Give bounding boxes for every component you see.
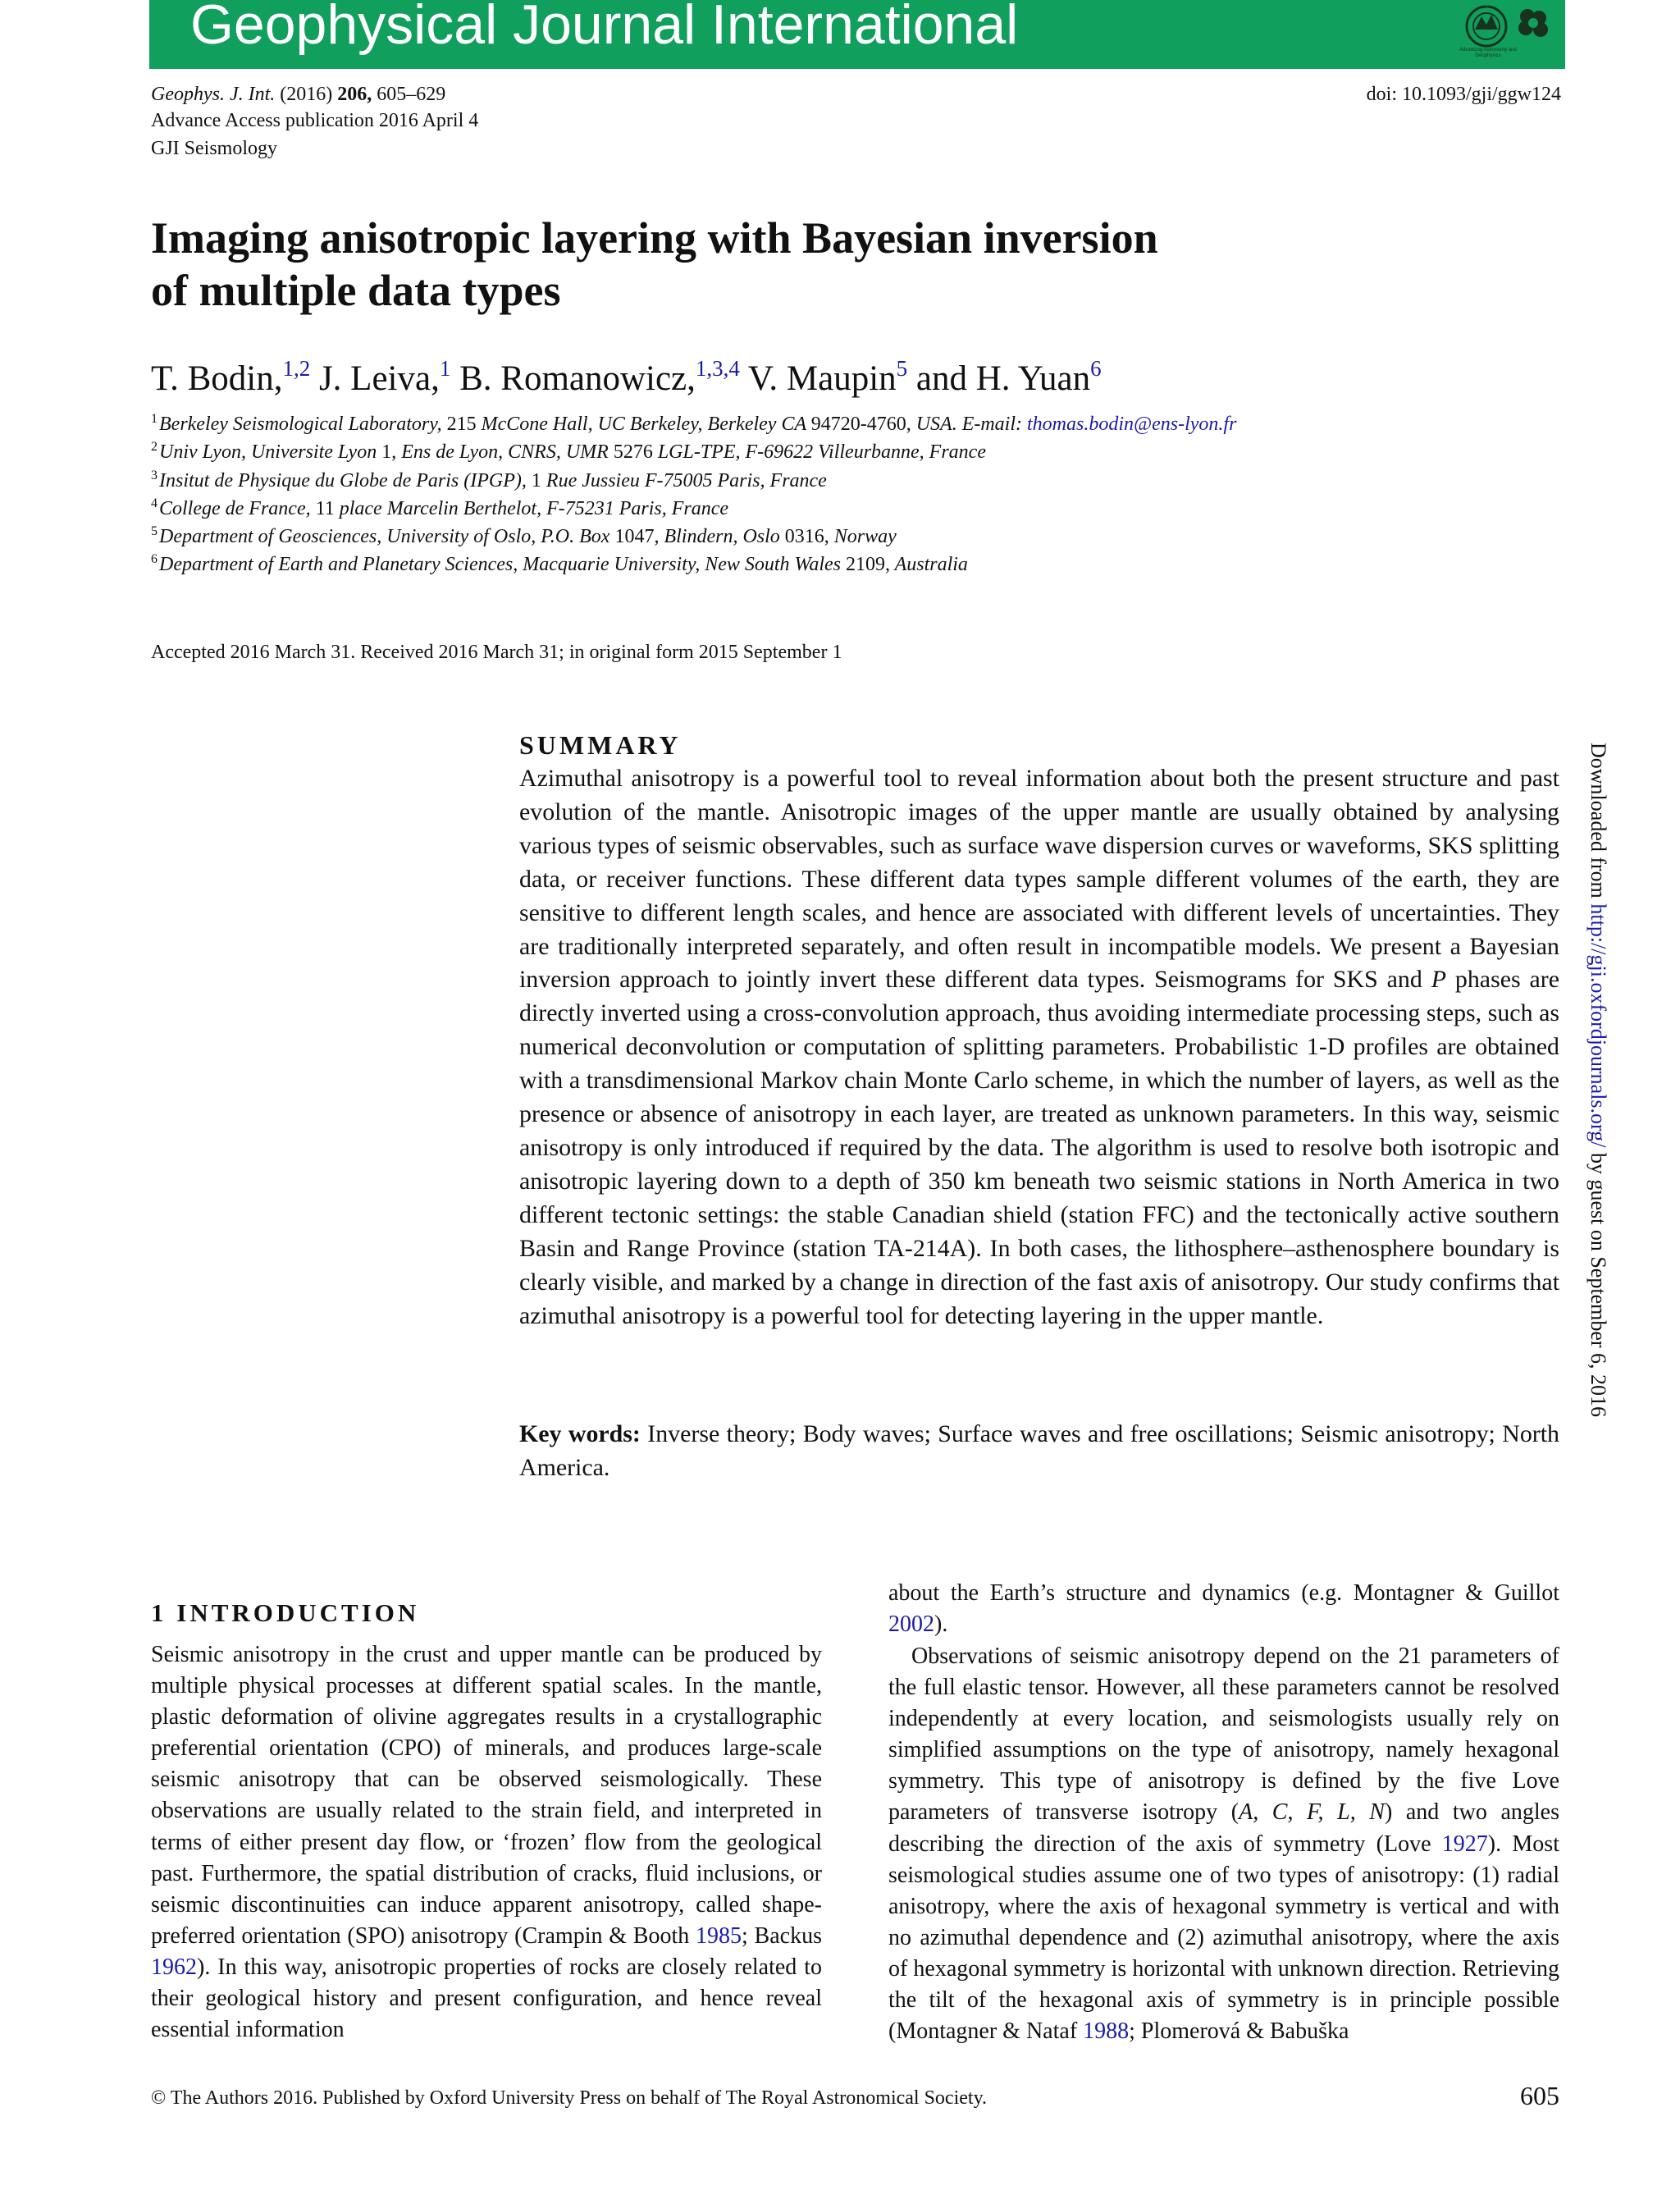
author-email-link[interactable]: thomas.bodin@ens-lyon.fr: [1027, 414, 1237, 435]
page-number: 605: [1520, 2081, 1559, 2110]
citation-line: [151, 80, 445, 108]
title-line-2: of multiple data types: [151, 266, 561, 315]
journal-section: GJI Seismology: [151, 138, 278, 159]
author: J. Leiva,: [318, 359, 440, 398]
author: V. Maupin: [747, 359, 897, 398]
author-affil-ref[interactable]: 1: [439, 356, 451, 381]
citation-year: (2016): [280, 84, 333, 105]
keywords-text: Inverse theory; Body waves; Surface waves and free oscillations; Seismic anisotropy; North America.: [519, 1420, 1559, 1481]
summary-text: Azimuthal anisotropy is a powerful tool to reveal information about both the present structure and past evolution of the mantle. Anisotropic images of the upper mantle are usually obtained by analysing various types of seismic observables, such as surface wave dispersion curves or waveforms, SKS splitting data, or receiver functions. These different data types sample different volumes of the earth, they are sensitive to different length scales, and hence are associated with different levels of uncertainties. They are traditionally interpreted separately, and often result in incompatible models. We present a Bayesian inversion approach to jointly invert these different data types. Seismograms for SKS and P phases are directly inverted using a cross-convolution approach, thus avoiding intermediate processing steps, such as numerical deconvolution or computation of splitting parameters. Probabilistic 1-D profiles are obtained with a transdimensional Markov chain Monte Carlo scheme, in which the number of layers, as well as the presence or absence of anisotropy in each layer, are treated as unknown parameters. In this way, seismic anisotropy is only introduced if required by the data. The algorithm is used to resolve both isotropic and anisotropic layering down to a depth of 350 km beneath two seismic stations in North America in two different tectonic settings: the stable Canadian shield (station FFC) and the tectonically active southern Basin and Range Province (station TA-214A). In both cases, the lithosphere–asthenosphere boundary is clearly visible, and marked by a change in direction of the fast axis of anisotropy. Our study confirms that azimuthal anisotropy is a powerful tool for detecting layering in the upper mantle.: [519, 765, 1559, 1329]
citation-journal: Geophys. J. Int.: [151, 84, 276, 105]
author-affil-ref[interactable]: 1,3,4: [695, 356, 740, 381]
citation-volume: 206,: [337, 84, 372, 105]
keywords-label: Key words:: [519, 1420, 641, 1447]
download-url-link[interactable]: http://gji.oxfordjournals.org/: [1586, 903, 1610, 1148]
author: T. Bodin,: [151, 359, 283, 398]
author-list: [151, 356, 1102, 402]
citation-link[interactable]: 2002: [888, 1611, 934, 1638]
affiliation-3: $^3$Insitut de Physique du Globe de Paris (IPGP), 1 Rue Jussieu F-75005 Paris, France: [151, 468, 827, 491]
intro-paragraph-2: Observations of seismic anisotropy depend on the 21 parameters of the full elastic tensor. However, all these parameters cannot be resolved independently at every location, and seismologists usually rely on simplified assumptions on the type of anisotropy, namely hexagonal symmetry. This type of anisotropy is defined by the five Love parameters of transverse isotropy (A, C, F, L, N) and two angles describing the direction of the axis of symmetry (Love 1927). Most seismological studies assume one of two types of anisotropy: (1) radial anisotropy, where the axis of hexagonal symmetry is vertical and with no azimuthal dependence and (2) azimuthal anisotropy, where the axis of hexagonal symmetry is horizontal with unknown direction. Retrieving the tilt of the hexagonal axis of symmetry is in principle possible (Montagner & Nataf 1988; Plomerová & Babuška: [888, 1643, 1559, 2045]
affiliation-1: $^1$Berkeley Seismological Laboratory, 215 McCone Hall, UC Berkeley, Berkeley CA 94720-4760, USA. E-mail: thomas.bodin@ens-lyon.fr: [151, 412, 1237, 435]
society-logo-icon: [1455, 2, 1554, 67]
copyright: © The Authors 2016. Published by Oxford University Press on behalf of The Royal Astronomical Society.: [151, 2087, 988, 2109]
affiliation-4: $^4$College de France, 11 place Marcelin Berthelot, F-75231 Paris, France: [151, 496, 729, 519]
journal-banner: [149, 0, 1565, 69]
title-line-1: Imaging anisotropic layering with Bayesian inversion: [151, 213, 1158, 263]
introduction-heading: 1 INTRODUCTION: [151, 1598, 420, 1627]
journal-title: Geophysical Journal International: [190, 0, 1019, 56]
affiliation-6: $^6$Department of Earth and Planetary Sciences, Macquarie University, New South Wales 2109, Australia: [151, 552, 968, 576]
citation-link[interactable]: 1988: [1083, 2018, 1130, 2045]
citation-link[interactable]: 1962: [151, 1954, 197, 1980]
intro-paragraph-1-cont: about the Earth’s structure and dynamics (e.g. Montagner & Guillot 2002).: [888, 1580, 1559, 1638]
received-dates: Accepted 2016 March 31. Received 2016 March 31; in original form 2015 September 1: [151, 642, 842, 663]
author-affil-ref[interactable]: 5: [896, 356, 908, 381]
affiliation-2: $^2$Univ Lyon, Universite Lyon 1, Ens de Lyon, CNRS, UMR 5276 LGL-TPE, F-69622 Villeurbanne, France: [151, 440, 986, 464]
keywords: [519, 1418, 1559, 1485]
intro-paragraph-1: Seismic anisotropy in the crust and upper mantle can be produced by multiple physical processes at different spatial scales. In the mantle, plastic deformation of olivine aggregates results in a crystallographic preferential orientation (CPO) of minerals, and produces large-scale seismic anisotropy that can be observed seismologically. These observations are usually related to the strain field, and interpreted in terms of either present day flow, or ‘frozen’ flow from the geological past. Furthermore, the spatial distribution of cracks, fluid inclusions, or seismic discontinuities can induce apparent anisotropy, called shape-preferred orientation (SPO) anisotropy (Crampin & Booth 1985; Backus 1962). In this way, anisotropic properties of rocks are closely related to their geological history and present configuration, and hence reveal essential information: [151, 1642, 822, 2043]
logo-text: Advancing Astronomy and Geophysics: [1459, 48, 1517, 58]
advance-access: Advance Access publication 2016 April 4: [151, 110, 479, 131]
affiliation-5: $^5$Department of Geosciences, University of Oslo, P.O. Box 1047, Blindern, Oslo 0316, Norway: [151, 524, 897, 548]
paper-title: [151, 212, 1158, 317]
citation-pages: 605–629: [377, 84, 446, 105]
download-note: Downloaded from http://gji.oxfordjournals.org/ by guest on September 6, 2016: [1586, 743, 1610, 1418]
summary-heading: SUMMARY: [519, 730, 682, 760]
author-affil-ref[interactable]: 6: [1090, 356, 1102, 381]
citation-link[interactable]: 1927: [1441, 1831, 1488, 1857]
author: B. Romanowicz,: [459, 359, 696, 398]
doi[interactable]: doi: 10.1093/gji/ggw124: [1366, 84, 1561, 105]
author: and H. Yuan: [915, 359, 1091, 398]
author-affil-ref[interactable]: 1,2: [282, 356, 311, 381]
citation-link[interactable]: 1985: [696, 1922, 742, 1949]
affiliations: [151, 410, 1236, 579]
